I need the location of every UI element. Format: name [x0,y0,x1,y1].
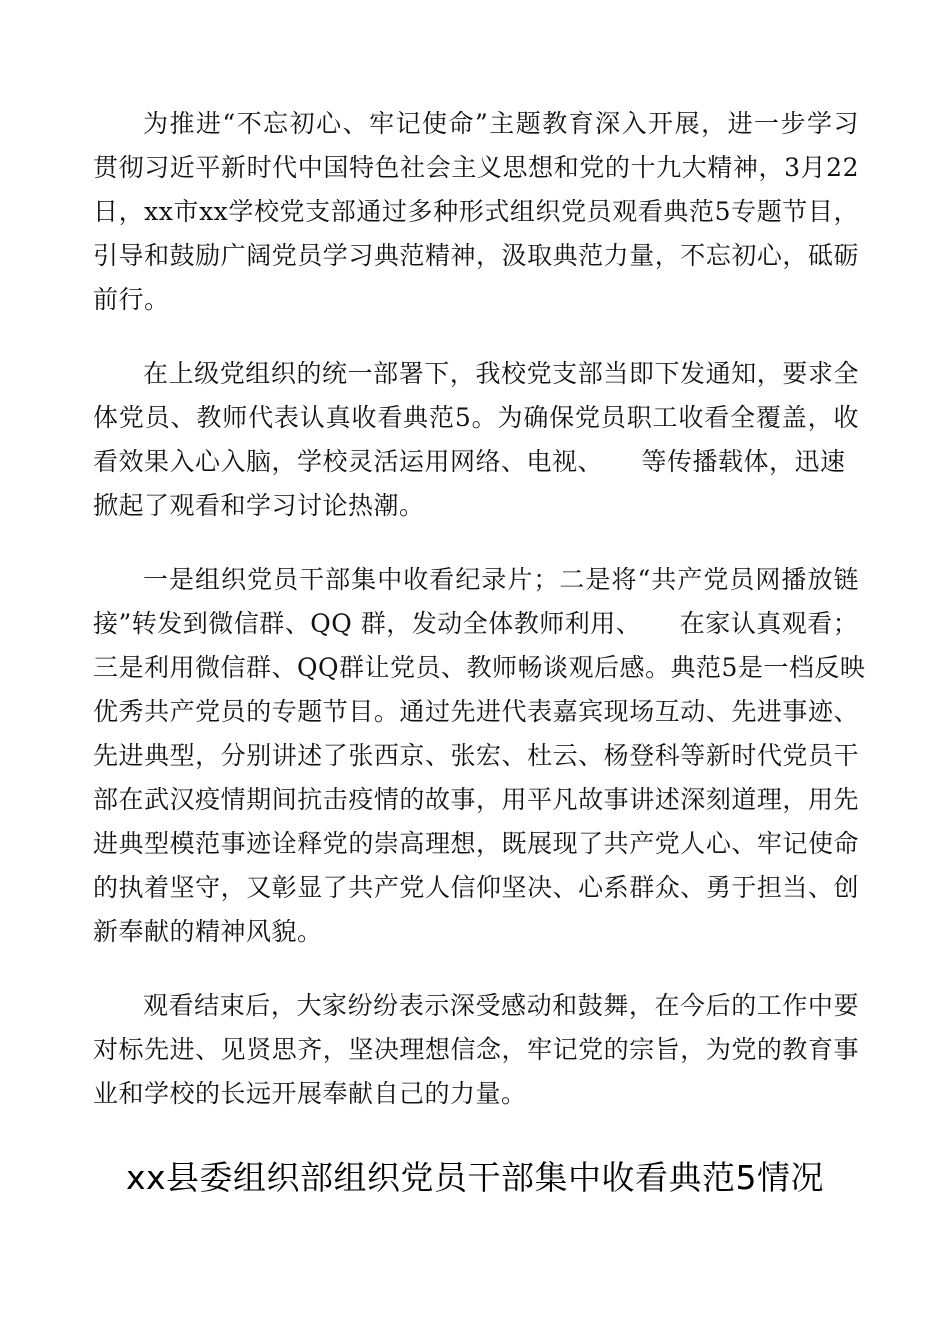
paragraph-4-line-3: 业和学校的长远开展奉献自己的力量。 [93,1079,527,1108]
paragraph-2-line-2: 体党员、教师代表认真收看典范5。为确保党员职工收看全覆盖，收 [93,403,859,432]
paragraph-1-line-1: 为推进“不忘初心、牢记使命”主题教育深入开展，进一步学习 [143,109,859,138]
paragraph-3-line-5: 先进典型，分别讲述了张西京、张宏、杜云、杨登科等新时代党员干 [93,741,859,770]
paragraph-2-line-3: 看效果入心入脑，学校灵活运用网络、电视、 等传播载体，迅速 [93,447,846,476]
paragraph-3-line-8: 的执着坚守，又彰显了共产党人信仰坚决、心系群众、勇于担当、创 [93,873,859,902]
paragraph-1-line-5: 前行。 [93,285,170,314]
paragraph-3-line-6: 部在武汉疫情期间抗击疫情的故事，用平凡故事讲述深刻道理，用先 [93,785,859,814]
paragraph-3-line-7: 进典型模范事迹诠释党的崇高理想，既展现了共产党人心、牢记使命 [93,829,859,858]
paragraph-1-line-2: 贯彻习近平新时代中国特色社会主义思想和党的十九大精神，3月22 [93,153,859,182]
paragraph-3-line-3: 三是利用微信群、QQ群让党员、教师畅谈观后感。典范5是一档反映 [93,653,866,682]
paragraph-3-line-1: 一是组织党员干部集中收看纪录片；二是将“共产党员网播放链 [143,565,859,594]
paragraph-4-line-2: 对标先进、见贤思齐，坚决理想信念，牢记党的宗旨，为党的教育事 [93,1035,859,1064]
paragraph-2-line-4: 掀起了观看和学习讨论热潮。 [93,491,425,520]
section-heading: xx县委组织部组织党员干部集中收看典范5情况 [125,1158,825,1197]
paragraph-1-line-4: 引导和鼓励广阔党员学习典范精神，汲取典范力量，不忘初心，砥砺 [93,241,859,270]
paragraph-3-line-4: 优秀共产党员的专题节目。通过先进代表嘉宾现场互动、先进事迹、 [93,697,859,726]
paragraph-2-line-1: 在上级党组织的统一部署下，我校党支部当即下发通知，要求全 [143,359,859,388]
paragraph-4-line-1: 观看结束后，大家纷纷表示深受感动和鼓舞，在今后的工作中要 [143,991,859,1020]
paragraph-3-line-9: 新奉献的精神风貌。 [93,917,323,946]
paragraph-3-line-2: 接”转发到微信群、QQ 群，发动全体教师利用、 在家认真观看； [93,609,859,638]
paragraph-1-line-3: 日，xx市xx学校党支部通过多种形式组织党员观看典范5专题节目， [93,197,859,226]
